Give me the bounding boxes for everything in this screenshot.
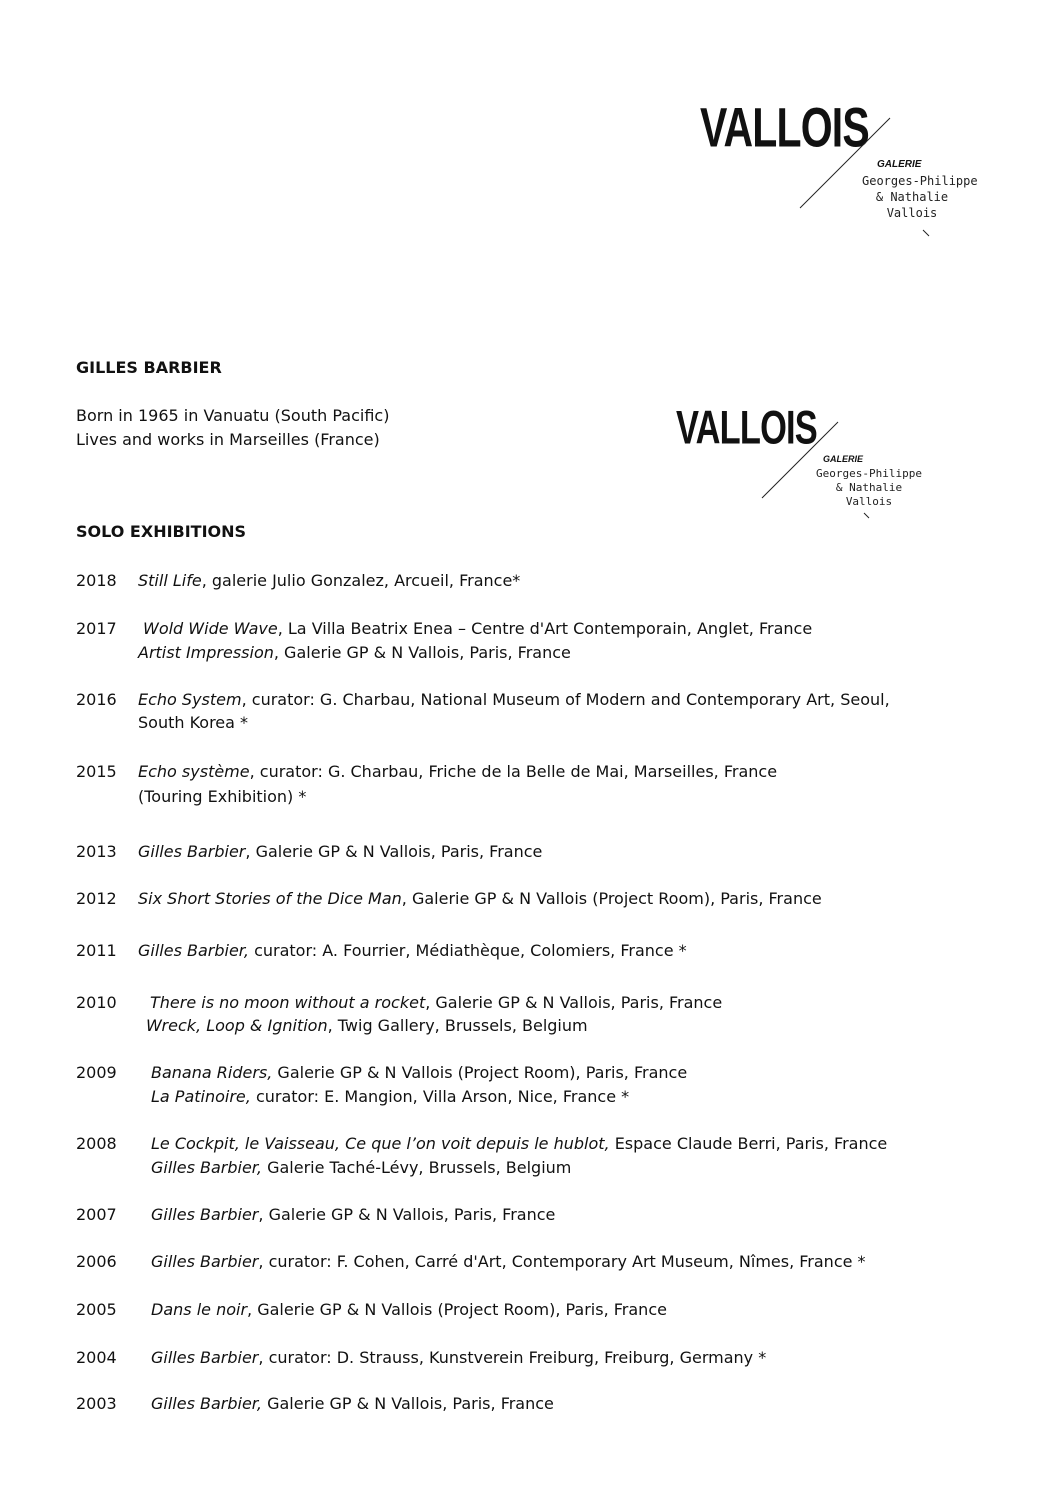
exhibition-year: 2006 — [76, 1252, 117, 1271]
logo-name-line: & Nathalie — [875, 190, 949, 204]
logo-galerie: GALERIE — [823, 454, 864, 464]
artist-name: GILLES BARBIER — [76, 358, 222, 377]
exhibition-title: Echo système — [138, 762, 250, 781]
exhibition-details: Galerie GP & N Vallois (Project Room), Paris, France — [272, 1063, 688, 1082]
exhibition-year: 2008 — [76, 1134, 117, 1153]
exhibition-details: , Galerie GP & N Vallois, Paris, France — [273, 643, 571, 662]
exhibition-line — [143, 617, 812, 641]
exhibition-details: , Galerie GP & N Vallois (Project Room), Paris, France — [401, 889, 822, 908]
exhibition-title: Artist Impression — [138, 643, 274, 662]
exhibition-title: Gilles Barbier, — [151, 1394, 262, 1413]
exhibition-year: 2004 — [76, 1348, 117, 1367]
logo-names — [814, 467, 924, 509]
exhibition-details: (Touring Exhibition) * — [138, 787, 307, 806]
exhibition-details: curator: A. Fourrier, Médiathèque, Colomiers, France * — [249, 941, 687, 960]
exhibition-title: Wold Wide Wave — [143, 619, 278, 638]
exhibition-year: 2015 — [76, 762, 117, 781]
exhibition-line — [151, 1392, 554, 1416]
exhibition-details: , Galerie GP & N Vallois, Paris, France — [258, 1205, 556, 1224]
exhibition-line — [138, 840, 542, 864]
exhibition-details: , curator: G. Charbau, National Museum of Modern and Contemporary Art, Seoul, — [241, 690, 890, 709]
bio-line: Lives and works in Marseilles (France) — [76, 430, 380, 449]
exhibition-year: 2010 — [76, 993, 117, 1012]
section-title: SOLO EXHIBITIONS — [76, 522, 247, 541]
exhibition-line — [151, 1061, 687, 1085]
logo-slash-graphic — [676, 401, 976, 531]
exhibition-title: Wreck, Loop & Ignition — [146, 1016, 328, 1035]
artist-bio — [76, 404, 389, 452]
exhibition-line — [151, 1085, 629, 1109]
exhibition-year: 2011 — [76, 941, 117, 960]
exhibition-title: Dans le noir — [151, 1300, 248, 1319]
exhibition-title: Gilles Barbier — [138, 842, 246, 861]
exhibition-year: 2017 — [76, 619, 117, 638]
exhibition-line — [138, 887, 822, 911]
bio-line: Born in 1965 in Vanuatu (South Pacific) — [76, 406, 390, 425]
exhibition-details: , Galerie GP & N Vallois, Paris, France — [245, 842, 543, 861]
exhibition-details: , curator: D. Strauss, Kunstverein Freiburg, Freiburg, Germany * — [258, 1348, 767, 1367]
exhibition-details: , curator: G. Charbau, Friche de la Belle de Mai, Marseilles, France — [249, 762, 778, 781]
exhibition-line — [138, 641, 571, 665]
exhibition-line — [151, 1132, 887, 1156]
exhibition-details: , curator: F. Cohen, Carré d'Art, Contemporary Art Museum, Nîmes, France * — [258, 1252, 866, 1271]
logo-name-line: & Nathalie — [835, 481, 903, 494]
logo-galerie: GALERIE — [877, 159, 922, 170]
exhibition-details: , Twig Gallery, Brussels, Belgium — [327, 1016, 588, 1035]
exhibition-line — [151, 1156, 571, 1180]
exhibition-line — [150, 991, 722, 1015]
exhibition-line — [138, 711, 248, 735]
exhibition-details: , La Villa Beatrix Enea – Centre d'Art Contemporain, Anglet, France — [277, 619, 813, 638]
exhibition-details: , Galerie GP & N Vallois (Project Room), Paris, France — [247, 1300, 667, 1319]
logo-name-line: Vallois — [845, 495, 893, 508]
exhibition-details: , galerie Julio Gonzalez, Arcueil, France* — [201, 571, 521, 590]
exhibition-line — [138, 569, 520, 593]
exhibition-year: 2005 — [76, 1300, 117, 1319]
exhibition-line — [151, 1298, 667, 1322]
logo-slash-graphic — [700, 95, 1000, 245]
exhibition-title: Still Life — [138, 571, 202, 590]
exhibition-line — [151, 1203, 555, 1227]
logo-name-line: Georges-Philippe — [816, 467, 922, 480]
exhibition-title: Gilles Barbier — [151, 1205, 259, 1224]
exhibition-details: curator: E. Mangion, Villa Arson, Nice, France * — [250, 1087, 630, 1106]
logo-names — [862, 173, 978, 221]
logo-name-line: Georges-Philippe — [862, 174, 978, 188]
exhibition-title: La Patinoire, — [151, 1087, 251, 1106]
logo-wordmark: VALLOIS — [700, 96, 869, 159]
exhibition-title: Six Short Stories of the Dice Man — [138, 889, 402, 908]
exhibition-year: 2012 — [76, 889, 117, 908]
exhibition-line — [138, 688, 890, 712]
exhibition-title: Echo System — [138, 690, 242, 709]
exhibition-details: , Galerie GP & N Vallois, Paris, France — [425, 993, 723, 1012]
exhibition-details: Espace Claude Berri, Paris, France — [609, 1134, 888, 1153]
gallery-logo — [700, 95, 1000, 245]
exhibition-line — [151, 1346, 766, 1370]
exhibition-year: 2009 — [76, 1063, 117, 1082]
exhibition-title: Gilles Barbier — [151, 1252, 259, 1271]
exhibition-details: Galerie Taché-Lévy, Brussels, Belgium — [262, 1158, 572, 1177]
gallery-logo-secondary — [676, 401, 976, 531]
exhibition-title: Gilles Barbier, — [138, 941, 249, 960]
exhibition-title: There is no moon without a rocket — [150, 993, 426, 1012]
exhibition-title: Le Cockpit, le Vaisseau, Ce que l’on voit depuis le hublot, — [151, 1134, 610, 1153]
exhibition-year: 2007 — [76, 1205, 117, 1224]
exhibition-title: Banana Riders, — [151, 1063, 273, 1082]
logo-wordmark: VALLOIS — [676, 401, 817, 454]
exhibition-line — [138, 760, 777, 784]
exhibition-year: 2003 — [76, 1394, 117, 1413]
exhibition-line — [138, 785, 306, 809]
exhibition-line — [151, 1250, 866, 1274]
exhibition-year: 2018 — [76, 571, 117, 590]
exhibition-details: South Korea * — [138, 713, 249, 732]
logo-name-line: Vallois — [886, 206, 938, 220]
exhibition-line — [138, 939, 687, 963]
exhibition-details: Galerie GP & N Vallois, Paris, France — [262, 1394, 554, 1413]
exhibition-year: 2016 — [76, 690, 117, 709]
exhibition-line — [146, 1014, 588, 1038]
exhibition-title: Gilles Barbier — [151, 1348, 259, 1367]
exhibition-title: Gilles Barbier, — [151, 1158, 262, 1177]
exhibition-year: 2013 — [76, 842, 117, 861]
